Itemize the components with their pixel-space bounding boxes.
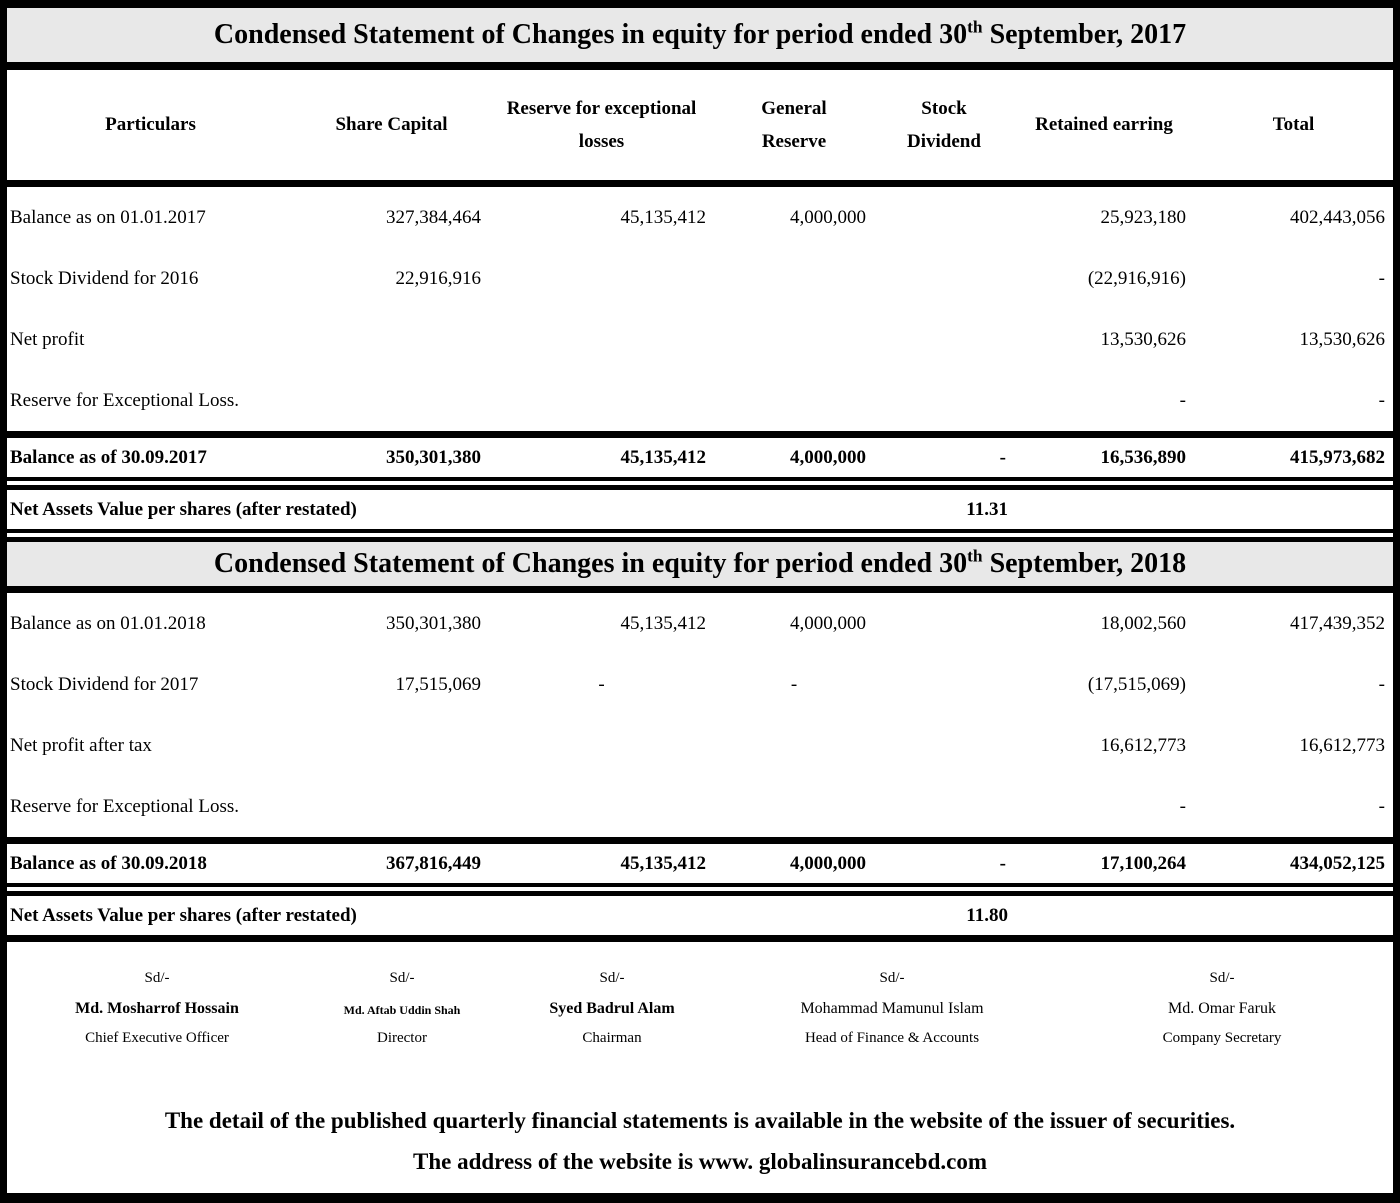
cell-retained-earring: 18,002,560 <box>1100 612 1186 634</box>
cell-total: - <box>1378 267 1385 289</box>
cell-reserve-exceptional: 45,135,412 <box>620 612 706 634</box>
title-2017-suffix: September, 2017 <box>982 19 1187 50</box>
col-header-general-reserve: General Reserve <box>761 97 827 152</box>
table-row <box>7 248 1393 309</box>
title-2017-text: Condensed Statement of Changes in equity for period ended 30 <box>213 19 968 50</box>
title-2018-suffix: September, 2018 <box>982 548 1187 579</box>
cell-particulars: Net profit after tax <box>10 734 152 756</box>
cell-particulars: Balance as on 01.01.2017 <box>10 206 206 228</box>
cell-reserve-exceptional: - <box>598 673 605 695</box>
table-2017-body <box>7 187 1393 431</box>
balance-row-2018 <box>7 844 1393 883</box>
cell-retained-earring: (17,515,069) <box>1087 673 1186 695</box>
cell-total: 402,443,056 <box>1290 206 1385 228</box>
signature-name: Md. Omar Faruk <box>1168 1000 1276 1017</box>
cell-particulars: Stock Dividend for 2016 <box>10 267 199 289</box>
cell-retained-earring: 25,923,180 <box>1100 206 1186 228</box>
cell-total: 417,439,352 <box>1290 612 1385 634</box>
table-row <box>7 309 1393 370</box>
cell-particulars: Net profit <box>10 328 85 350</box>
cell-general-reserve: 4,000,000 <box>790 446 866 468</box>
signature-director <box>307 970 497 1047</box>
cell-particulars: Balance as of 30.09.2017 <box>10 446 207 468</box>
footer-line-1: The detail of the published quarterly financial statements is available in the website of the issuer of securities. <box>164 1108 1236 1133</box>
cell-general-reserve: 4,000,000 <box>790 206 866 228</box>
cell-reserve-exceptional: 45,135,412 <box>620 852 706 874</box>
cell-share-capital: 327,384,464 <box>386 206 481 228</box>
cell-particulars: Reserve for Exceptional Loss. <box>10 795 239 817</box>
cell-reserve-exceptional: 45,135,412 <box>620 206 706 228</box>
signature-sd: Sd/- <box>389 970 415 986</box>
nav-value: 11.80 <box>966 904 1008 926</box>
signature-title: Company Secretary <box>1162 1030 1282 1046</box>
signature-sd: Sd/- <box>144 970 170 986</box>
signature-title: Chief Executive Officer <box>85 1030 229 1046</box>
statement-2018-title <box>214 548 1186 580</box>
cell-total: 415,973,682 <box>1290 446 1385 468</box>
statement-2017-title <box>214 19 1186 51</box>
cell-retained-earring: - <box>1179 389 1186 411</box>
cell-retained-earring: - <box>1179 795 1186 817</box>
signature-ceo <box>7 970 307 1047</box>
col-header-share-capital: Share Capital <box>335 114 448 136</box>
col-header-total: Total <box>1272 114 1315 136</box>
cell-total: 13,530,626 <box>1299 328 1385 350</box>
table-row <box>7 370 1393 431</box>
nav-row-2017 <box>7 490 1393 529</box>
signature-title: Chairman <box>582 1030 642 1046</box>
cell-general-reserve: 4,000,000 <box>790 852 866 874</box>
col-header-reserve-exceptional-losses: Reserve for exceptional losses <box>506 97 697 152</box>
title-2018-text: Condensed Statement of Changes in equity for period ended 30 <box>213 548 968 579</box>
cell-retained-earring: 16,536,890 <box>1100 446 1186 468</box>
balance-row-2017 <box>7 438 1393 477</box>
cell-total: - <box>1378 389 1385 411</box>
col-header-stock-dividend: Stock Dividend <box>907 97 981 152</box>
cell-share-capital: 367,816,449 <box>386 852 481 874</box>
nav-row-2018 <box>7 896 1393 935</box>
cell-total: 16,612,773 <box>1299 734 1385 756</box>
cell-retained-earring: 13,530,626 <box>1100 328 1186 350</box>
divider <box>7 935 1393 942</box>
statement-2018-title-band <box>7 542 1393 586</box>
cell-retained-earring: (22,916,916) <box>1087 267 1186 289</box>
divider <box>7 586 1393 593</box>
cell-share-capital: 350,301,380 <box>386 446 481 468</box>
divider <box>7 431 1393 438</box>
double-divider <box>7 529 1393 542</box>
table-row <box>7 715 1393 776</box>
signature-company-secretary <box>1057 970 1387 1047</box>
signature-name: Md. Mosharrof Hossain <box>75 1000 239 1017</box>
divider <box>7 62 1393 70</box>
cell-share-capital: 350,301,380 <box>386 612 481 634</box>
cell-particulars: Balance as on 01.01.2018 <box>10 612 206 634</box>
signature-sd: Sd/- <box>879 970 905 986</box>
signature-title: Head of Finance & Accounts <box>804 1030 980 1046</box>
table-2018-body <box>7 593 1393 837</box>
cell-particulars: Reserve for Exceptional Loss. <box>10 389 239 411</box>
title-2017-superscript: th <box>967 17 983 37</box>
signature-block <box>7 942 1393 1082</box>
cell-particulars: Balance as of 30.09.2018 <box>10 852 207 874</box>
table-row <box>7 593 1393 654</box>
cell-total: - <box>1378 673 1385 695</box>
signature-sd: Sd/- <box>599 970 625 986</box>
double-divider <box>7 477 1393 490</box>
nav-value: 11.31 <box>966 498 1008 520</box>
signature-sd: Sd/- <box>1209 970 1235 986</box>
column-header-row <box>7 70 1393 180</box>
divider <box>7 837 1393 844</box>
divider <box>7 180 1393 187</box>
cell-stock-dividend: - <box>999 852 1006 874</box>
nav-label: Net Assets Value per shares (after restated) <box>10 498 357 520</box>
cell-stock-dividend: - <box>999 446 1006 468</box>
signature-title: Director <box>377 1030 427 1046</box>
cell-total: - <box>1378 795 1385 817</box>
col-header-retained-earring: Retained earring <box>1035 114 1173 136</box>
signature-chairman <box>497 970 727 1047</box>
table-row <box>7 187 1393 248</box>
cell-share-capital: 22,916,916 <box>395 267 481 289</box>
footer-line-2: The address of the website is www. globalinsurancebd.com <box>413 1149 987 1174</box>
col-header-particulars: Particulars <box>105 114 196 136</box>
statement-2017-title-band <box>7 8 1393 62</box>
nav-label: Net Assets Value per shares (after restated) <box>10 904 357 926</box>
signature-name: Mohammad Mamunul Islam <box>800 1000 984 1017</box>
cell-general-reserve: 4,000,000 <box>790 612 866 634</box>
table-row <box>7 654 1393 715</box>
cell-particulars: Stock Dividend for 2017 <box>10 673 199 695</box>
cell-retained-earring: 17,100,264 <box>1100 852 1186 874</box>
cell-share-capital: 17,515,069 <box>395 673 481 695</box>
cell-general-reserve: - <box>790 673 798 695</box>
signature-name: Syed Badrul Alam <box>549 1000 675 1017</box>
signature-head-of-finance <box>727 970 1057 1047</box>
footer-note <box>7 1082 1393 1175</box>
cell-total: 434,052,125 <box>1290 852 1385 874</box>
title-2018-superscript: th <box>967 546 983 566</box>
signature-name: Md. Aftab Uddin Shah <box>343 1003 461 1017</box>
cell-reserve-exceptional: 45,135,412 <box>620 446 706 468</box>
double-divider <box>7 883 1393 896</box>
table-row <box>7 776 1393 837</box>
cell-retained-earring: 16,612,773 <box>1100 734 1186 756</box>
